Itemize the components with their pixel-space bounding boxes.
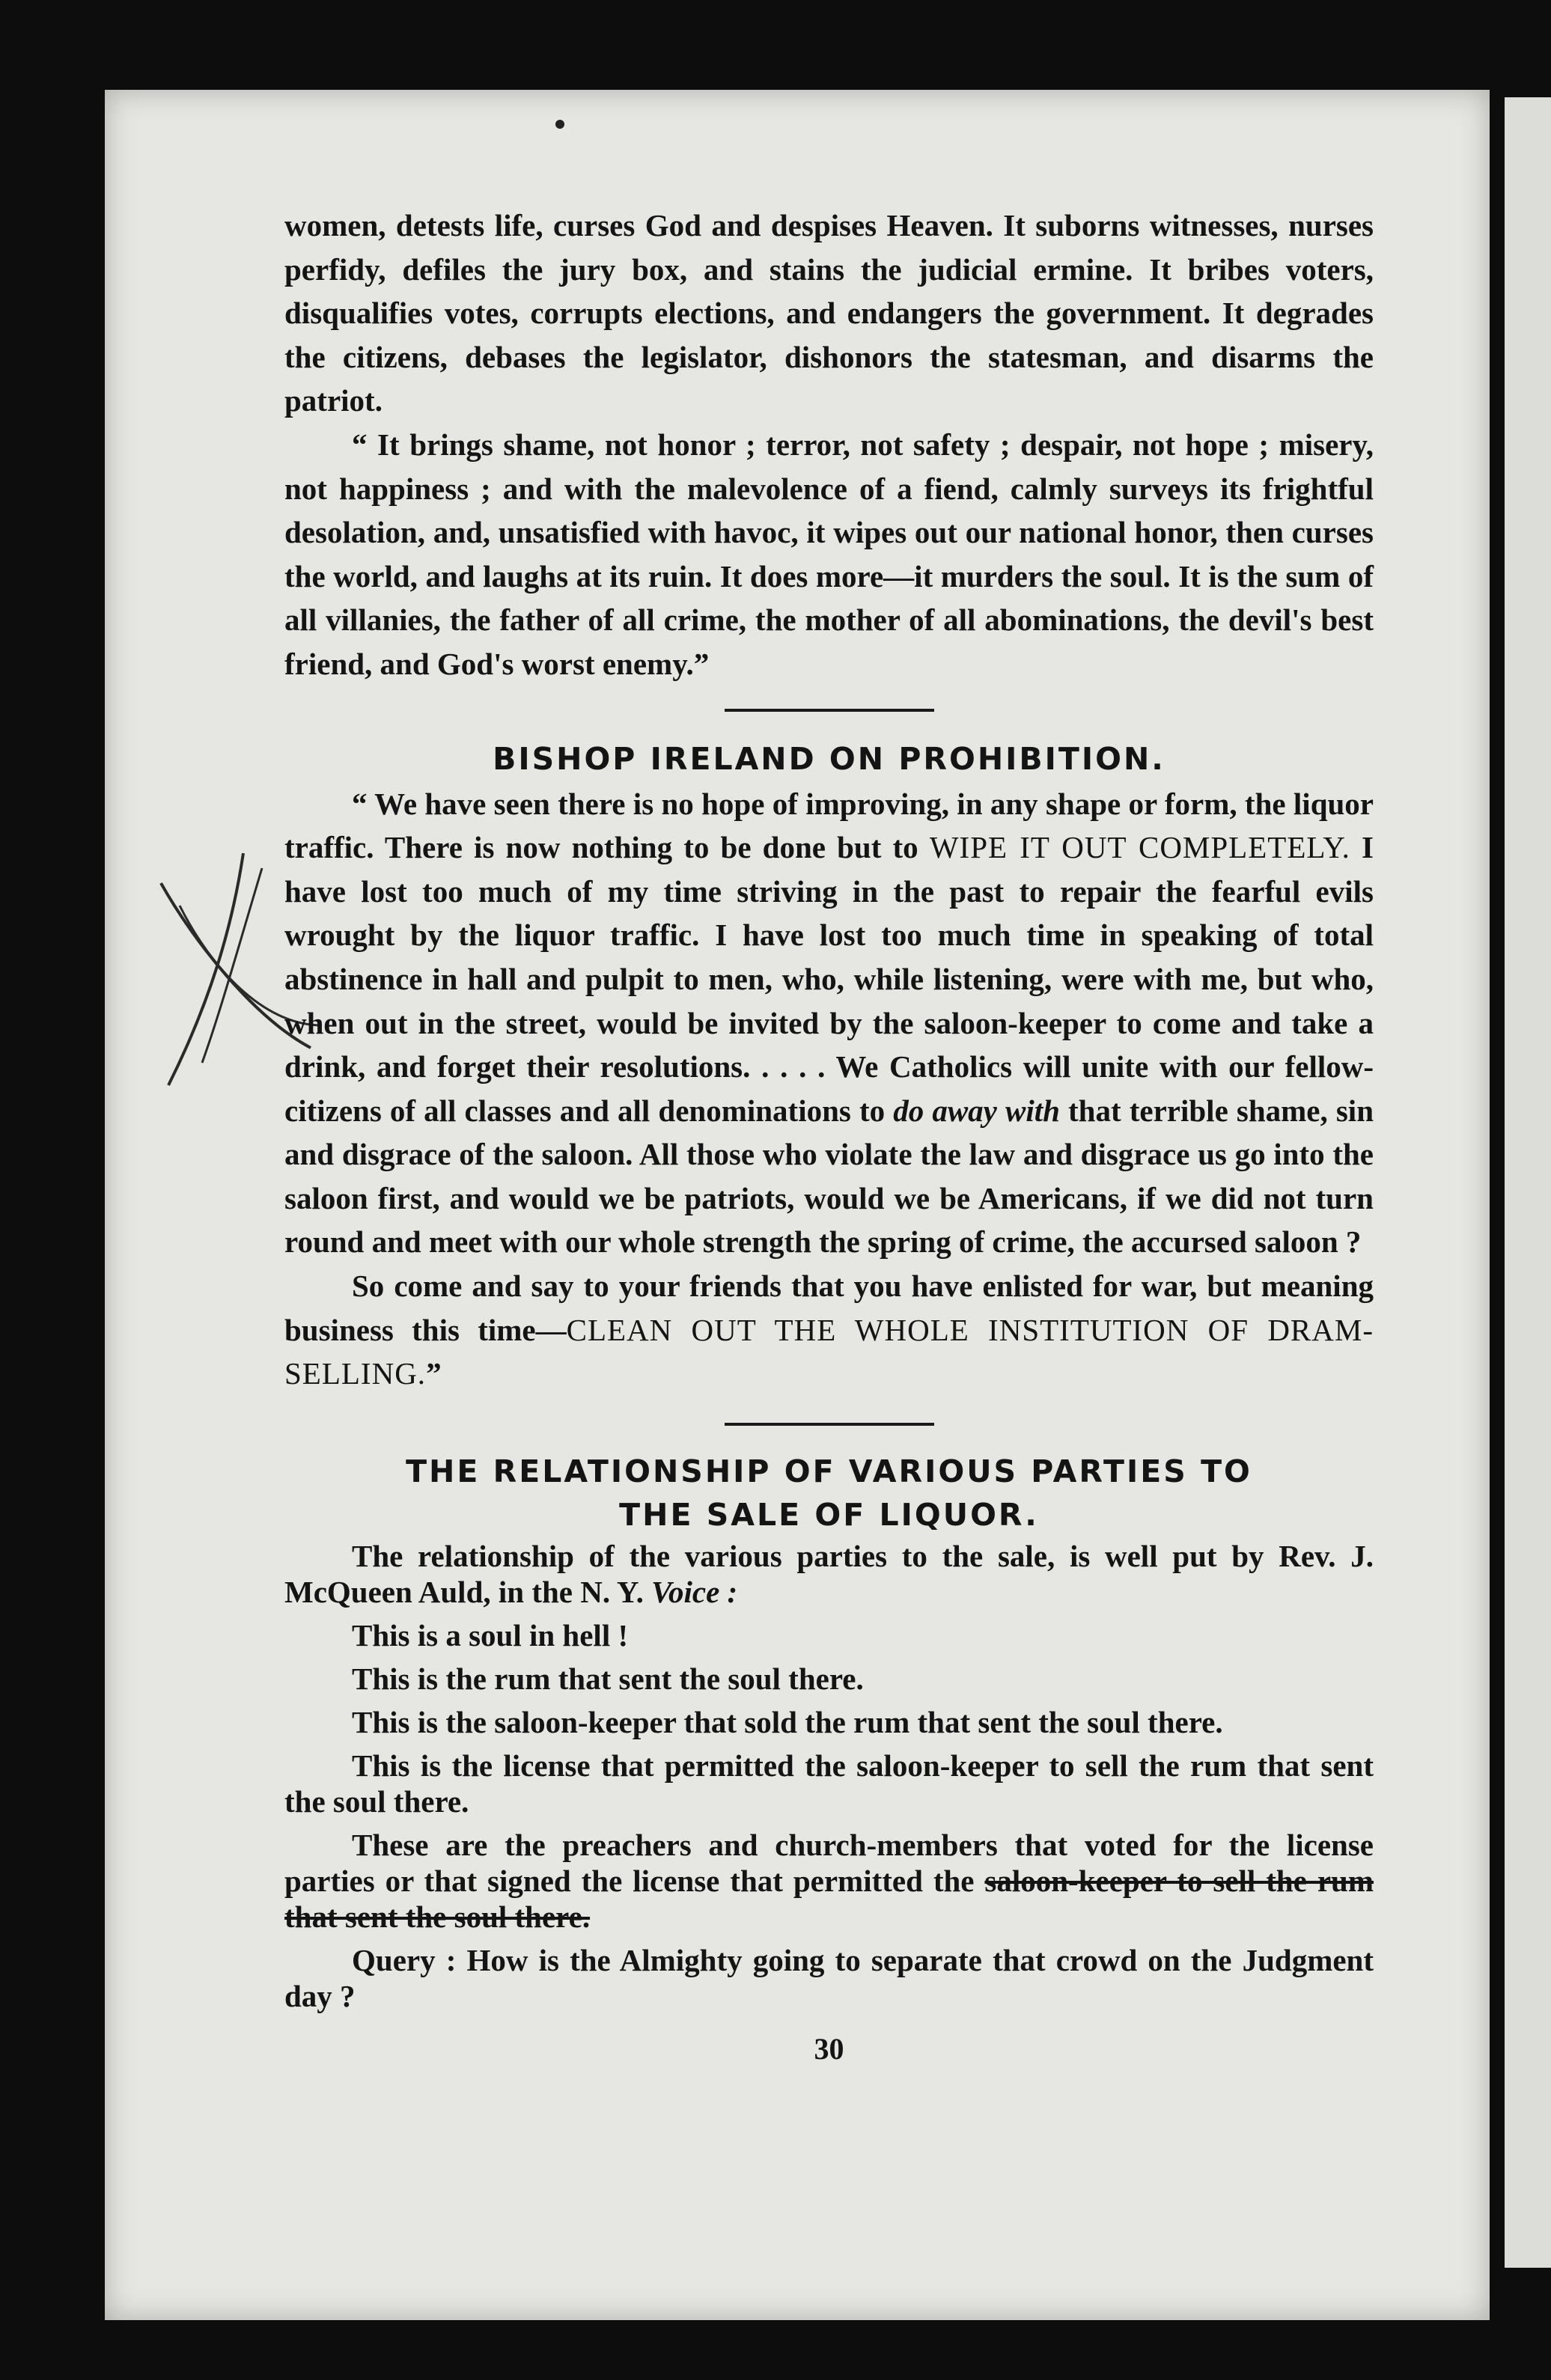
relationship-body bbox=[284, 1538, 1374, 2014]
line-rum: This is the rum that sent the soul there. bbox=[352, 1661, 864, 1696]
paragraph-curse-2: “ It brings shame, not honor ; terror, not safety ; despair, not hope ; misery, not happiness ; and with the malevolence of a fiend, calmly surveys its frightful desolation, and, unsatisfied with havoc, it wipes out our national honor, then curses the world, and laughs at its ruin. It does more—it murders the soul. It is the sum of all villanies, the father of all crime, the mother of all abominations, the devil's best friend, and God's worst enemy.” bbox=[284, 427, 1374, 681]
line-query: Query : How is the Almighty going to separate that crowd on the Judgment day ? bbox=[284, 1942, 1374, 2013]
paragraph-enlisted: So come and say to your friends that you have enlisted for war, but meaning business this time—CLEAN OUT THE WHOLE INSTITUTION OF DRAM-SELLING.” bbox=[284, 1269, 1374, 1391]
heading-relationship-line-2: THE SALE OF LIQUOR. bbox=[619, 1496, 1039, 1533]
line-saloon-keeper: This is the saloon-keeper that sold the rum that sent the soul there. bbox=[352, 1704, 1223, 1739]
paragraph-curse-1: women, detests life, curses God and despises Heaven. It suborns witnesses, nurses perfidy, defiles the jury box, and stains the judicial ermine. It bribes voters, disqualifies votes, corrupts elections, and endangers the government. It degrades the citizens, debases the legislator, dishonors the statesman, and disarms the patriot. bbox=[284, 208, 1374, 418]
ink-dot bbox=[555, 120, 564, 129]
paragraph-bishop-quote: “ We have seen there is no hope of improving, in any shape or form, the liquor traffic. There is now nothing to be done but to WIPE IT OUT COMPLETELY. I have lost too much of my time striving in the past to repair the fearful evils wrought by the liquor traffic. I have lost too much time in speaking of total abstinence in hall and pulpit to men, who, while listening, were with me, but who, when out in the street, would be invited by the saloon-keeper to come and take a drink, and forget their resolutions. . . . . We Catholics will unite with our fellow-citizens of all classes and all denominations to do away with that terrible shame, sin and disgrace of the saloon. All those who violate the law and disgrace us go into the saloon first, and would we be patriots, would we be Americans, if we did not turn round and meet with our whole strength the spring of crime, the accursed saloon ? bbox=[284, 786, 1374, 1260]
page-text bbox=[284, 204, 1374, 2071]
page-number: 30 bbox=[814, 2031, 844, 2066]
section-divider bbox=[725, 1423, 934, 1426]
heading-bishop-ireland: BISHOP IRELAND ON PROHIBITION. bbox=[493, 740, 1165, 777]
line-license: This is the license that permitted the saloon-keeper to sell the rum that sent the soul there. bbox=[284, 1748, 1374, 1819]
adjacent-page-edge bbox=[1505, 97, 1551, 2268]
line-preachers: These are the preachers and church-members that voted for the license parties or that signed the license that permitted the saloon-keeper to sell the rum that sent the soul there. bbox=[284, 1827, 1374, 1934]
line-soul-in-hell: This is a soul in hell ! bbox=[352, 1617, 629, 1653]
paragraph-relationship-intro: The relationship of the various parties to the sale, is well put by Rev. J. McQueen Auld, in the N. Y. Voice : bbox=[284, 1538, 1374, 1609]
heading-relationship-line-1: THE RELATIONSHIP OF VARIOUS PARTIES TO bbox=[406, 1453, 1252, 1489]
section-divider bbox=[725, 709, 934, 712]
